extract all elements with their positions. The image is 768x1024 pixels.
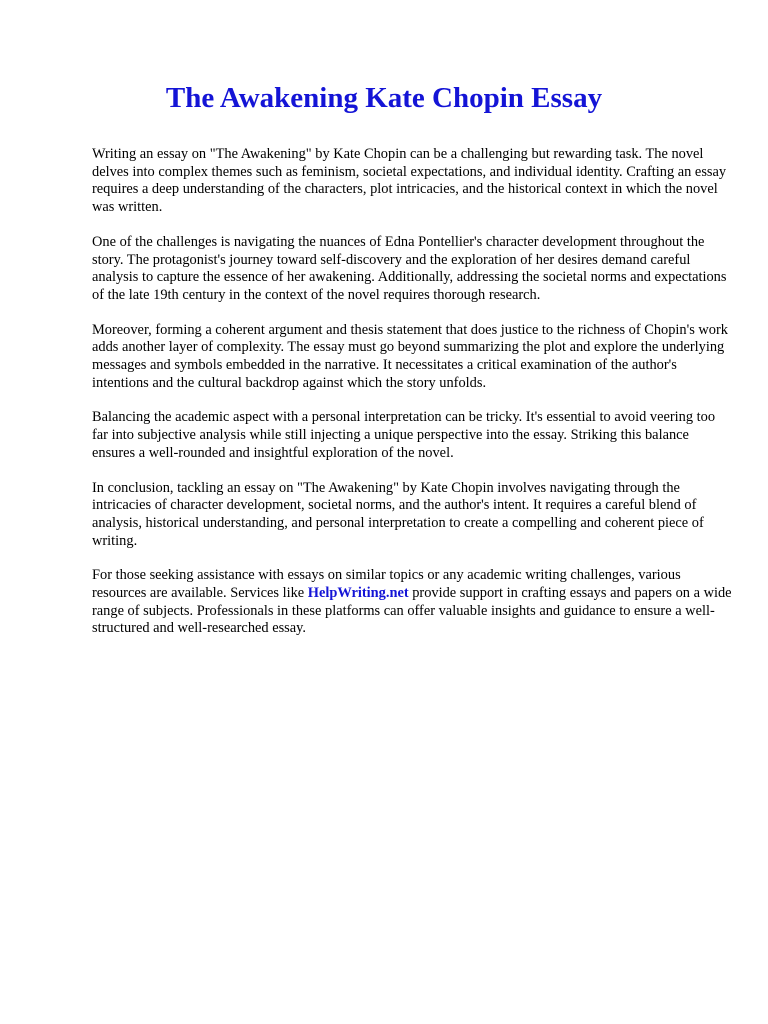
resources-text-after-link: provide support in crafting essays and papers on a wide range of subjects. Professionals in these platforms can offer valuable insights and guidance to ensure a well-structured and well-researched essay. xyxy=(92,585,732,637)
paragraph-thesis: Moreover, forming a coherent argument and thesis statement that does justice to the richness of Chopin's work adds another layer of complexity. The essay must go beyond summarizing the plot and explore the underlying messages and symbols embedded in the narrative. It necessitates a critical examination of the author's intentions and the cultural backdrop against which the story unfolds. xyxy=(92,321,728,391)
document-title: The Awakening Kate Chopin Essay xyxy=(165,82,603,114)
paragraph-intro: Writing an essay on "The Awakening" by Kate Chopin can be a challenging but rewarding task. The novel delves into complex themes such as feminism, societal expectations, and individual identity. Crafting an essay requires a deep understanding of the characters, plot intricacies, and the historical context in which the novel was written. xyxy=(92,146,727,216)
helpwriting-link[interactable]: HelpWriting.net xyxy=(307,585,409,602)
resources-text-before-link: For those seeking assistance with essays on similar topics or any academic writing challenges, various resources are available. Services like xyxy=(92,567,681,602)
paragraph-conclusion: In conclusion, tackling an essay on "The Awakening" by Kate Chopin involves navigating through the intricacies of character development, societal norms, and the author's intent. It requires a careful blend of analysis, historical understanding, and personal interpretation to create a compelling and coherent piece of writing. xyxy=(92,479,704,549)
document-body xyxy=(92,146,732,655)
paragraph-resources xyxy=(92,567,732,638)
paragraph-character-development: One of the challenges is navigating the nuances of Edna Pontellier's character development throughout the story. The protagonist's journey toward self-discovery and the exploration of her desires demand careful analysis to capture the essence of her awakening. Additionally, addressing the societal norms and expectations of the late 19th century in the context of the novel requires thorough research. xyxy=(92,233,727,303)
paragraph-balance: Balancing the academic aspect with a personal interpretation can be tricky. It's essential to avoid veering too far into subjective analysis while still injecting a unique perspective into the essay. Striking this balance ensures a well-rounded and insightful exploration of the novel. xyxy=(92,409,716,461)
